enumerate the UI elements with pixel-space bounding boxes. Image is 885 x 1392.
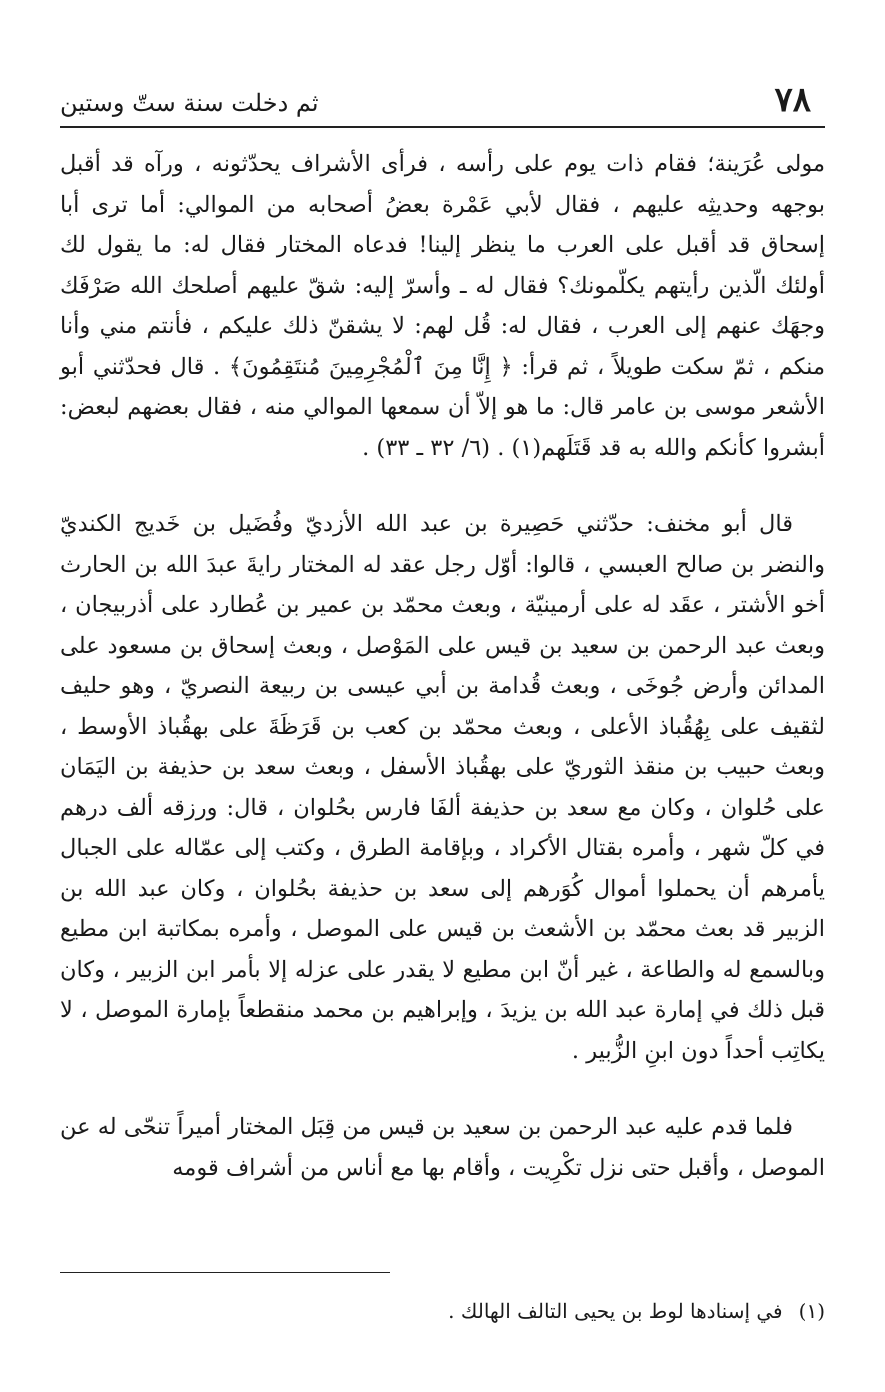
paragraph-spacer [60, 468, 825, 504]
body-text [60, 144, 825, 1188]
footnote-text: في إسنادها لوط بن يحيى التالف الهالك . [448, 1299, 783, 1323]
footnote [60, 1296, 825, 1326]
page-number: ٧٨ [774, 80, 811, 120]
footnote-divider [60, 1272, 390, 1273]
paragraph-spacer [60, 1071, 825, 1107]
paragraph: فلما قدم عليه عبد الرحمن بن سعيد بن قيس من قِبَل المختار أميراً تنحّى له عن الموصل ، وأقبل حتى نزل تكْرِيت ، وأقام بها مع أناس من أشراف قومه [60, 1114, 825, 1181]
running-title: ثم دخلت سنة ستّ وستين [60, 89, 319, 117]
footnote-marker: (١) [798, 1299, 825, 1323]
paragraph: مولى عُرَينة؛ فقام ذات يوم على رأسه ، فرأى الأشراف يحدّثونه ، ورآه قد أقبل بوجهه وحديثِه عليهم ، فقال لأبي عَمْرة بعضُ أصحابه من الموالي: أما ترى أبا إسحاق قد أقبل على العرب ما ينظر إلينا! فدعاه المختار فقال له: ما يقول لك أولئك الّذين رأيتهم يكلّمونك؟ فقال له ـ وأسرّ إليه: شقّ عليهم أصلحك الله صَرْفَك وجهَك عنهم إلى العرب ، فقال له: قُل لهم: لا يشقنّ ذلك عليكم ، فأنتم مني وأنا منكم ، ثمّ سكت طويلاً ، ثم قرأ: ﴿ إِنَّا مِنَ ٱلْمُجْرِمِينَ مُنتَقِمُونَ﴾ . قال فحدّثني أبو الأشعر موسى بن عامر قال: ما هو إلاّ أن سمعها الموالي منه ، فقال بعضهم لبعض: أبشروا كأنكم والله به قد قَتَلَهم(١) . (٦/ ٣٢ ـ ٣٣) . [60, 151, 825, 461]
paragraph: قال أبو مخنف: حدّثني حَصِيرة بن عبد الله الأزديّ وفُضَيل بن خَديج الكنديّ والنضر بن صالح العبسي ، قالوا: أوّل رجل عقد له المختار رايةَ عبدَ الله بن الحارث أخو الأشتر ، عقَد له على أرمينيّة ، وبعث محمّد بن عمير بن عُطارد على أذربيجان ، وبعث عبد الرحمن بن سعيد بن قيس على المَوْصل ، وبعث إسحاق بن مسعود على المدائن وأرض جُوخَى ، وبعث قُدامة بن أبي عيسى بن ربيعة النصريّ ، وهو حليف لثقيف على بِهُقُباذ الأعلى ، وبعث محمّد بن كعب بن قَرَظَةَ على بهقُباذ الأوسط ، وبعث حبيب بن منقذ الثوريّ على بهقُباذ الأسفل ، وبعث سعد بن حذيفة بن اليَمَان على حُلوان ، وكان مع سعد بن حذيفة ألفَا فارس بحُلوان ، قال: ورزقه ألف درهم في كلّ شهر ، وأمره بقتال الأكراد ، وبإقامة الطرق ، وكتب إلى عمّاله على الجبال يأمرهم أن يحملوا أموال كُوَرهم إلى سعد بن حذيفة بحُلوان ، وكان عبد الله بن الزبير قد بعث محمّد بن الأشعث بن قيس على الموصل ، وأمره بمكاتبة ابن مطيع وبالسمع له والطاعة ، غير أنّ ابن مطيع لا يقدر على عزله إلا بأمر ابن الزبير ، وكان قبل ذلك في إمارة عبد الله بن يزيدَ ، وإبراهيم بن محمد منقطعاً بإمارة الموصل ، لا يكاتِب أحداً دون ابنِ الزُّبير . [60, 511, 825, 1064]
book-page [60, 60, 825, 1360]
page-header [60, 80, 825, 128]
